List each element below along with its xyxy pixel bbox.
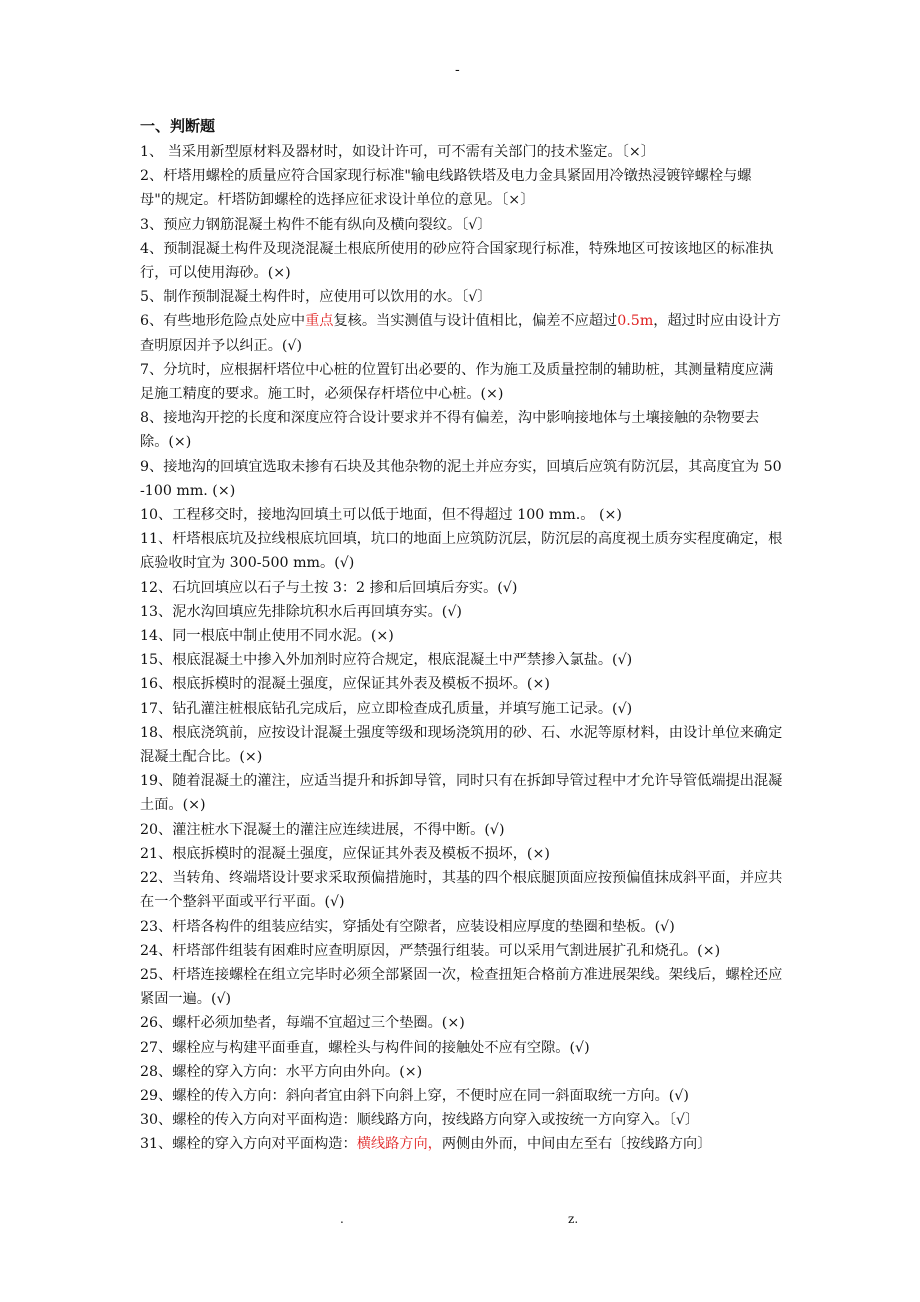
- question-item: 17、钻孔灌注桩根底钻孔完成后，应立即检查成孔质量，并填写施工记录。(√): [140, 700, 633, 717]
- question-item: 29、螺栓的传入方向：斜向者宜由斜下向斜上穿，不便时应在同一斜面取统一方向。(√): [140, 1087, 689, 1104]
- question-item: 9、接地沟的回填宜选取未掺有石块及其他杂物的泥土并应夯实，回填后应筑有防沉层，其高度宜为 50-100 mm. (×): [140, 458, 782, 499]
- question-item: 19、随着混凝土的灌注，应适当提升和拆卸导管，同时只有在拆卸导管过程中才允许导管低端提出混凝土面。(×): [140, 773, 783, 814]
- highlighted-text: 重点: [305, 313, 334, 330]
- question-item: 25、杆塔连接螺栓在组立完毕时必须全部紧固一次，检查扭矩合格前方准进展架线。架线后，螺栓还应紧固一遍。(√): [140, 966, 783, 1008]
- item-text: 两侧由外而，中间由左至右〔按线路方向〕: [441, 1136, 712, 1153]
- footer-left: .: [340, 1212, 344, 1226]
- footer-right: z.: [568, 1212, 579, 1226]
- question-item: 16、根底拆模时的混凝土强度，应保证其外表及模板不损坏。(×): [140, 676, 550, 693]
- question-item: 22、当转角、终端塔设计要求采取预偏措施时，其基的四个根底腿顶面应按预偏值抹成斜平面，并应共在一个整斜平面或平行平面。(√): [140, 870, 783, 911]
- item-text: 6、有些地形危险点处应中: [140, 313, 306, 330]
- highlighted-text: 0.5m: [617, 313, 654, 330]
- question-item: 8、接地沟开挖的长度和深度应符合设计要求并不得有偏差，沟中影响接地体与土壤接触的杂物要去除。(×): [140, 410, 760, 451]
- header-mark: -: [455, 62, 460, 78]
- item-text: ，超过时应由设计方查明原因并予以纠正。(√): [140, 313, 781, 354]
- question-item: 7、分坑时，应根据杆塔位中心桩的位置钉出必要的、作为施工及质量控制的辅助桩，其测量精度应满足施工精度的要求。施工时，必须保存杆塔位中心桩。(×): [140, 361, 774, 403]
- question-item: 4、预制混凝土构件及现浇混凝土根底所使用的砂应符合国家现行标准，特殊地区可按该地区的标准执行，可以使用海砂。(×): [140, 240, 774, 282]
- question-item: 30、螺栓的传入方向对平面构造：顺线路方向，按线路方向穿入或按统一方向穿入。〔√〕: [140, 1112, 700, 1129]
- question-item: 1、 当采用新型原材料及器材时，如设计许可，可不需有关部门的技术鉴定。〔×〕: [140, 144, 655, 160]
- question-item: 12、石坑回填应以石子与土按 3：2 掺和后回填后夯实。(√): [140, 579, 518, 596]
- question-item: 20、灌注桩水下混凝土的灌注应连续进展，不得中断。(√): [140, 821, 505, 838]
- question-item: 15、根底混凝土中掺入外加剂时应符合规定，根底混凝土中严禁掺入氯盐。(√): [140, 652, 633, 669]
- section-title: 一、判断题: [140, 117, 216, 135]
- question-item: 5、制作预制混凝土构件时，应使用可以饮用的水。〔√〕: [140, 289, 492, 306]
- item-text: 复核。当实测值与设计值相比，偏差不应超过: [333, 313, 618, 330]
- question-item: 24、杆塔部件组装有困难时应查明原因，严禁强行组装。可以采用气割进展扩孔和烧孔。(×): [140, 942, 721, 959]
- question-item: 2、杆塔用螺栓的质量应符合国家现行标准"输电线路铁塔及电力金具紧固用冷镦热浸镀锌螺栓与螺母"的规定。杆塔防卸螺栓的选择应征求设计单位的意见。〔×〕: [140, 168, 752, 209]
- question-list: [140, 140, 785, 1157]
- question-item: 18、根底浇筑前，应按设计混凝土强度等级和现场浇筑用的砂、石、水泥等原材料，由设计单位来确定混凝土配合比。(×): [140, 724, 783, 766]
- question-item: 10、工程移交时，接地沟回填土可以低于地面，但不得超过 100 mm.。 (×): [140, 507, 622, 524]
- highlighted-text: 横线路方向，: [356, 1136, 442, 1153]
- question-item: 3、预应力钢筋混凝土构件不能有纵向及横向裂纹。〔√〕: [140, 216, 492, 233]
- item-text: 31、螺栓的穿入方向对平面构造：: [140, 1136, 357, 1153]
- question-item: 13、泥水沟回填应先排除坑积水后再回填夯实。(√): [140, 603, 462, 620]
- question-item: [140, 309, 785, 357]
- question-item: 11、杆塔根底坑及拉线根底坑回填，坑口的地面上应筑防沉层，防沉层的高度视土质夯实程度确定，根底验收时宜为 300-500 mm。(√): [140, 531, 783, 572]
- question-item: 14、同一根底中制止使用不同水泥。(×): [140, 628, 394, 645]
- question-item: 21、根底拆模时的混凝土强度，应保证其外表及模板不损坏，(×): [140, 845, 550, 862]
- question-item: [140, 1132, 785, 1156]
- question-item: 27、螺栓应与构建平面垂直，螺栓头与构件间的接触处不应有空隙。(√): [140, 1039, 590, 1056]
- question-item: 28、螺栓的穿入方向：水平方向由外向。(×): [140, 1063, 423, 1080]
- question-item: 26、螺杆必须加垫者，每端不宜超过三个垫圈。(×): [140, 1015, 465, 1032]
- question-item: 23、杆塔各构件的组装应结实，穿插处有空隙者，应装设相应厚度的垫圈和垫板。(√): [140, 918, 675, 935]
